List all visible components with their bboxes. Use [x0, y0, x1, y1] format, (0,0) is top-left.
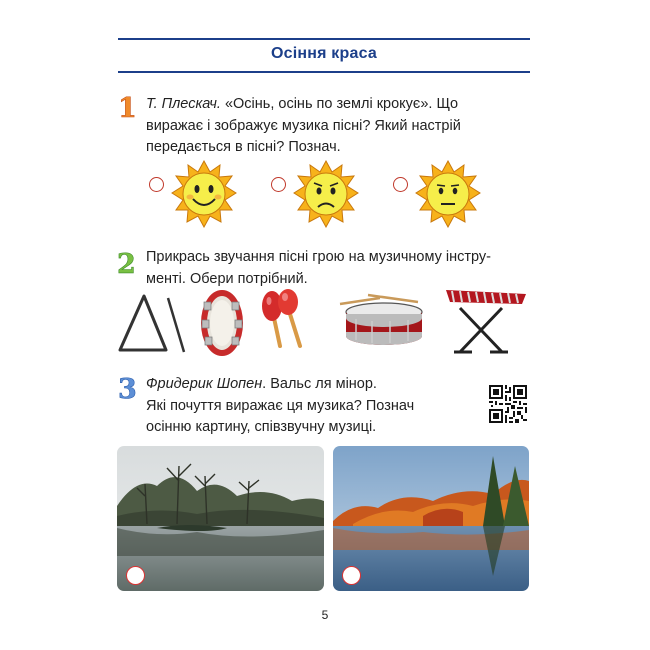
tambourine-icon[interactable] [196, 290, 248, 356]
task-3-line1: . Вальс ля мінор. [262, 376, 377, 392]
photo-grey-lake-checkbox[interactable] [126, 566, 145, 585]
task-3-line2: Які почуття виражає ця музика? Познач [146, 397, 415, 414]
maracas-icon[interactable] [260, 288, 310, 352]
mood-sad-checkbox[interactable] [271, 177, 286, 192]
task-3-text [146, 374, 446, 439]
photo-autumn-lake[interactable] [333, 446, 529, 591]
snare-drum-icon[interactable] [338, 292, 430, 352]
xylophone-icon[interactable] [442, 284, 530, 356]
qr-code-icon [489, 385, 527, 423]
task-2-number: 2 [117, 249, 136, 280]
mood-neutral-checkbox[interactable] [393, 177, 408, 192]
task-1-line2: виражає і зображує музика пісні? Який настрій [146, 117, 461, 134]
page-title: Осіння краса [271, 45, 377, 62]
photo-grey-lake[interactable] [117, 446, 324, 591]
task-2-line1: Прикрась звучання пісні грою на музичному інстру- [146, 249, 491, 265]
task-3-number: 3 [118, 374, 137, 405]
task-2-line2: менті. Обери потрібний. [146, 270, 308, 287]
task-3-author: Фридерик Шопен [146, 376, 263, 392]
sad-sun-icon [286, 160, 366, 228]
task-1-number: 1 [118, 93, 137, 124]
task-1-line1: «Осінь, осінь по землі крокує». Що [220, 96, 459, 112]
mood-happy-checkbox[interactable] [149, 177, 164, 192]
photo-autumn-lake-checkbox[interactable] [342, 566, 361, 585]
neutral-sun-icon [408, 160, 488, 228]
title-bottom-rule [118, 71, 530, 73]
task-1-text [146, 94, 530, 159]
title-top-rule [118, 38, 530, 40]
task-1-line3: передається в пісні? Познач. [146, 139, 341, 155]
happy-sun-icon [164, 160, 244, 228]
task-3-line3: осінню картину, співзвучну музиці. [146, 419, 377, 435]
task-1-author: Т. Плескач. [146, 96, 221, 112]
page-number: 5 [321, 608, 329, 622]
triangle-instrument-icon[interactable] [114, 292, 190, 356]
